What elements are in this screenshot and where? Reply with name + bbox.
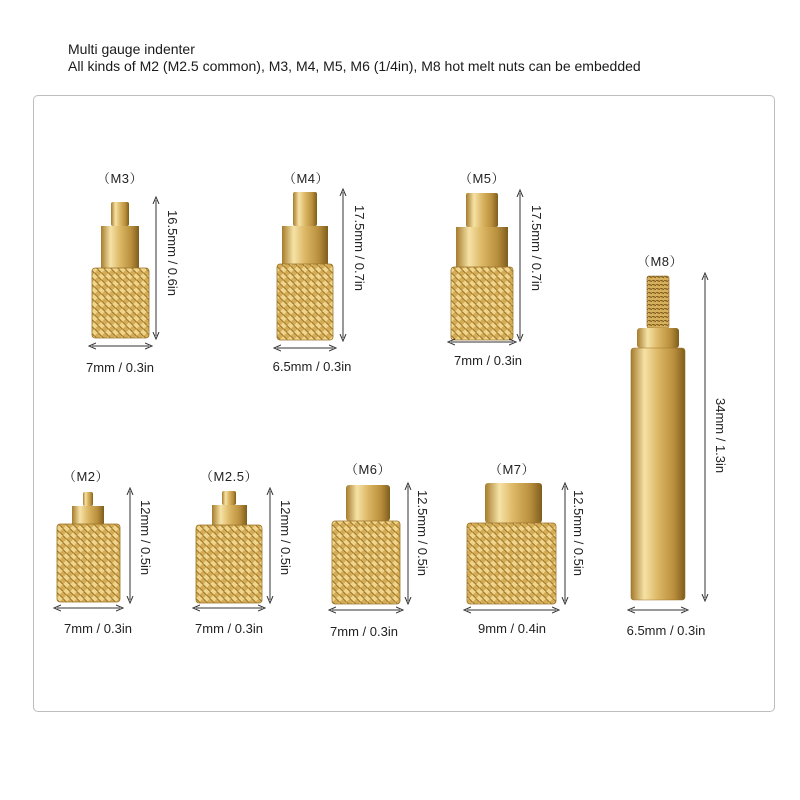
long-body: [631, 348, 685, 600]
indenter-m8: [627, 254, 728, 638]
part-name: （M8）: [636, 254, 684, 269]
knurled-body: [451, 267, 513, 340]
width-label: 7mm / 0.3in: [195, 621, 263, 636]
height-label: 34mm / 1.3in: [713, 398, 728, 474]
shank: [456, 227, 508, 267]
width-label: 9mm / 0.4in: [478, 621, 546, 636]
height-label: 12mm / 0.5in: [138, 500, 153, 576]
width-label: 7mm / 0.3in: [454, 353, 522, 368]
indenter-m3: [86, 171, 180, 375]
height-label: 12.5mm / 0.5in: [415, 490, 430, 576]
knurled-body: [277, 264, 333, 340]
collar: [637, 328, 679, 348]
indenter-m7: [467, 462, 586, 636]
height-label: 12.5mm / 0.5in: [571, 490, 586, 576]
tip: [83, 492, 93, 506]
shank: [101, 226, 139, 268]
part-name: （M2）: [62, 469, 110, 484]
part-name: （M7）: [488, 462, 536, 477]
part-name: （M5）: [458, 171, 506, 186]
threaded-tip: [647, 276, 669, 328]
tip: [293, 192, 317, 226]
height-label: 16.5mm / 0.6in: [165, 210, 180, 296]
indenter-m4: [273, 171, 367, 374]
width-label: 6.5mm / 0.3in: [272, 359, 352, 374]
shank: [212, 505, 247, 525]
part-name: （M4）: [282, 171, 330, 186]
width-label: 7mm / 0.3in: [86, 360, 154, 375]
knurled-body: [196, 525, 262, 603]
caption-title: Multi gauge indenter: [68, 41, 195, 57]
knurled-body: [332, 521, 400, 604]
width-label: 7mm / 0.3in: [330, 624, 398, 639]
tip: [222, 491, 236, 505]
tip: [346, 485, 390, 521]
shank: [282, 226, 328, 264]
tip: [111, 202, 129, 226]
knurled-body: [92, 268, 149, 338]
part-name: （M2.5）: [200, 469, 258, 484]
height-label: 12mm / 0.5in: [278, 500, 293, 576]
height-label: 17.5mm / 0.7in: [529, 205, 544, 291]
part-name: （M6）: [344, 462, 392, 477]
width-label: 7mm / 0.3in: [64, 621, 132, 636]
shank: [72, 506, 104, 524]
knurled-body: [57, 524, 120, 602]
height-label: 17.5mm / 0.7in: [352, 205, 367, 291]
indenter-m2: [57, 469, 153, 636]
indenter-m2-5: [195, 469, 293, 636]
width-label: 6.5mm / 0.3in: [626, 623, 706, 638]
caption-description: All kinds of M2 (M2.5 common), M3, M4, M5, M6 (1/4in), M8 hot melt nuts can be embedded: [68, 58, 641, 74]
indenter-m6: [330, 462, 430, 639]
indenter-m5: [451, 171, 544, 368]
tip: [485, 483, 542, 523]
knurled-body: [467, 523, 556, 604]
tip: [466, 193, 498, 227]
part-name: （M3）: [96, 171, 144, 186]
